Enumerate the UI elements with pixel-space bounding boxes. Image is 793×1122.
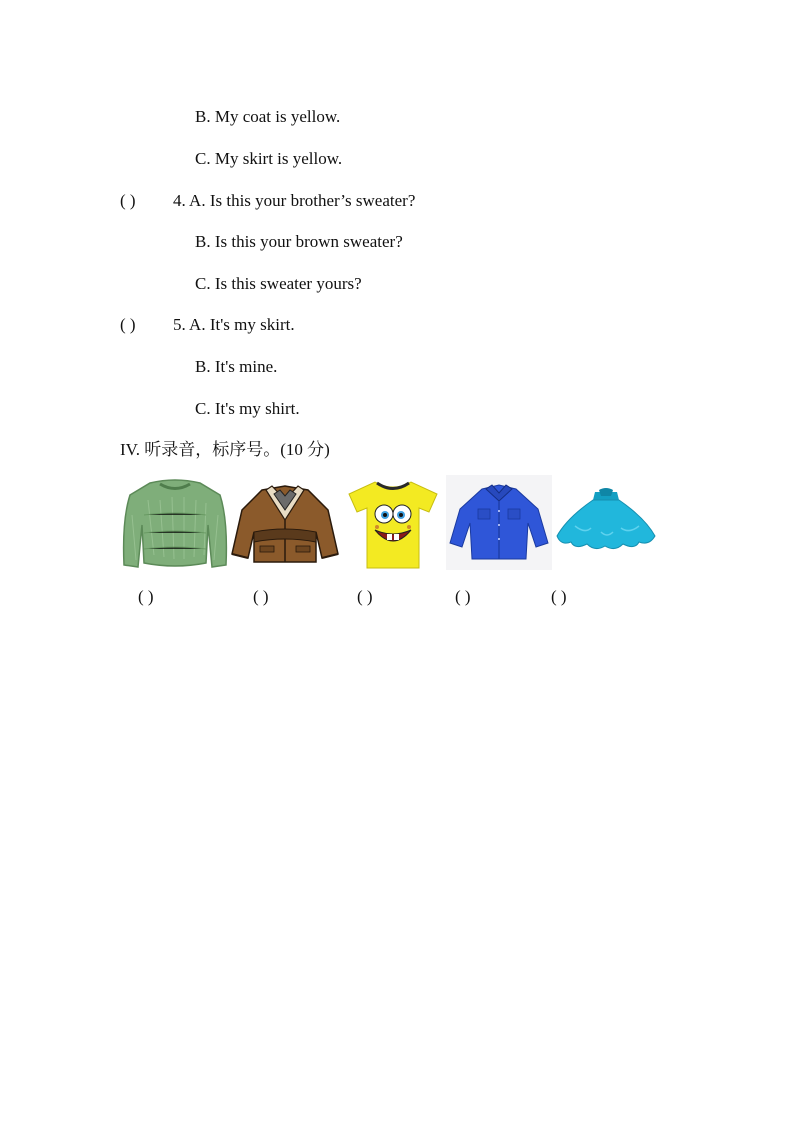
q4-option-c: C. Is this sweater yours?	[195, 274, 362, 293]
picture-2-answer-blank[interactable]: ( )	[253, 587, 269, 606]
green-sweater-picture	[120, 475, 230, 570]
q3-option-b: B. My coat is yellow.	[195, 107, 341, 126]
section-iv-heading: IV. 听录音，标序号。(10 分)	[120, 440, 330, 459]
picture-4-answer-blank[interactable]: ( )	[455, 587, 471, 606]
picture-3-answer-blank[interactable]: ( )	[357, 587, 373, 606]
brown-jacket-picture	[230, 480, 340, 565]
q4-option-b: B. Is this your brown sweater?	[195, 232, 403, 251]
picture-5-answer-blank[interactable]: ( )	[551, 587, 567, 606]
blue-skirt-picture	[555, 488, 657, 553]
q3-option-c: C. My skirt is yellow.	[195, 149, 343, 168]
yellow-t-shirt-picture	[347, 478, 439, 570]
picture-1-answer-blank[interactable]: ( )	[138, 587, 154, 606]
q5-option-a: 5. A. It's my skirt.	[173, 315, 295, 334]
q4-option-a: 4. A. Is this your brother’s sweater?	[173, 191, 416, 210]
q4-answer-blank[interactable]: ( )	[120, 191, 136, 210]
q5-option-c: C. It's my shirt.	[195, 399, 300, 418]
q5-answer-blank[interactable]: ( )	[120, 315, 136, 334]
q5-option-b: B. It's mine.	[195, 357, 278, 376]
blue-shirt-picture	[446, 475, 552, 570]
